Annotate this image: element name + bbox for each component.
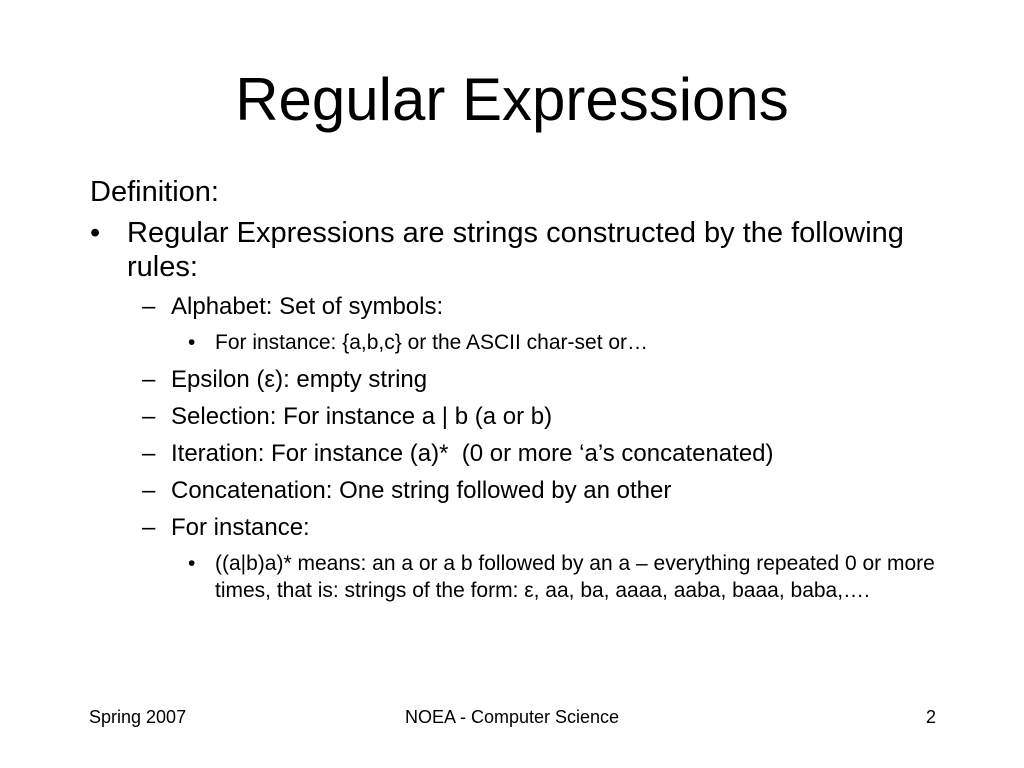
rule-for-instance [90, 513, 950, 543]
rule-concatenation-text: Concatenation: One string followed by an other [171, 477, 672, 504]
rule-epsilon [90, 365, 950, 395]
bullet-marker: • [188, 552, 196, 575]
rule-iteration-text: Iteration: For instance (a)* (0 or more ‘a’s concatenated) [171, 440, 774, 467]
rule-concatenation [90, 476, 950, 506]
dash-marker: – [142, 293, 156, 320]
slide-body [90, 174, 950, 613]
bullet-marker: • [188, 331, 196, 354]
main-bullet-text: Regular Expressions are strings constructed by the following rules: [127, 217, 904, 283]
dash-marker: – [142, 514, 156, 541]
rule-epsilon-text: Epsilon (ε): empty string [171, 366, 428, 393]
rule-selection-text: Selection: For instance a | b (a or b) [171, 403, 553, 430]
rule-for-instance-text: For instance: [171, 514, 310, 541]
footer-course: NOEA - Computer Science [404, 707, 620, 727]
definition-label: Definition: [90, 176, 219, 208]
rule-for-instance-example [90, 550, 950, 604]
main-bullet-item [90, 216, 950, 284]
dash-marker: – [142, 366, 156, 393]
rule-iteration [90, 439, 950, 469]
rule-alphabet-text: Alphabet: Set of symbols: [171, 293, 444, 320]
footer-date: Spring 2007 [89, 707, 187, 727]
bullet-marker: • [90, 217, 101, 249]
dash-marker: – [142, 477, 156, 504]
slide-number: 2 [925, 707, 936, 727]
rule-alphabet [90, 292, 950, 322]
rule-for-instance-example-text: ((a|b)a)* means: an a or a b followed by an a – everything repeated 0 or more times, that is: strings of the form: ε, aa, ba, aaaa, aaba, baaa, baba,…. [215, 552, 935, 602]
rule-alphabet-example [90, 329, 950, 356]
dash-marker: – [142, 440, 156, 467]
slide-title: Regular Expressions [235, 66, 789, 133]
dash-marker: – [142, 403, 156, 430]
rule-alphabet-example-text: For instance: {a,b,c} or the ASCII char-set or… [215, 331, 649, 354]
rule-selection [90, 402, 950, 432]
